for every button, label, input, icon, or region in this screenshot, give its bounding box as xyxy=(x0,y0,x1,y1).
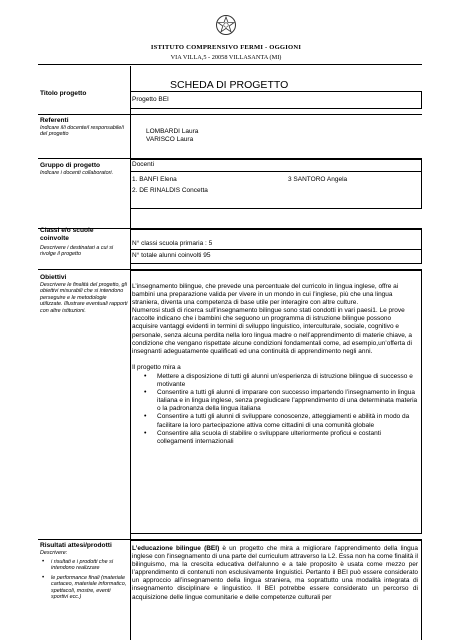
referente-2: VARISCO Laura xyxy=(146,136,194,143)
republic-emblem-icon xyxy=(215,14,237,36)
classi-desc: Descrivere i destinatari a cui si rivolge il progetto xyxy=(40,245,114,258)
obiettivi-bullet: • Consentire a tutti gli alunni di imparare con successo impartendo l’insegnamento in lingua italiana e in lingua inglese, senza pregiudicare l’apprendimento di una determinata materia o la padronanza della lingua italiana xyxy=(142,389,418,413)
obiettivi-label: Obiettivi xyxy=(40,274,67,281)
risultati-desc-item: • le performance finali (materiale cartaceo, materiale informatico, spettacoli, mostre, eventi sportivi ecc.) xyxy=(42,575,128,601)
classi-label: Classi e/o scuole coinvolte xyxy=(40,227,94,242)
header-rule xyxy=(38,64,422,65)
obiettivi-desc: Descrivere le finalità del progetto, gli obiettivi misurabili che si intendono perseguire e le metodologie utilizzate. Illustrare eventuali rapporti con altre istituzioni. xyxy=(40,282,128,314)
gruppo-member-1: 1. BANFI Elena xyxy=(132,176,177,183)
obiettivi-content xyxy=(132,283,418,446)
referenti-label: Referenti xyxy=(40,117,69,124)
risultati-desc-list xyxy=(42,559,128,600)
titolo-label: Titolo progetto xyxy=(40,90,87,97)
institute-address: VIA VILLA,5 - 20058 VILLASANTA (MI) xyxy=(170,54,282,61)
risultati-content xyxy=(132,545,418,602)
risultati-desc: Descrivere: xyxy=(40,550,68,556)
gruppo-header: Docenti xyxy=(132,161,155,168)
gruppo-member-3: 3 SANTORO Angela xyxy=(288,176,348,183)
obiettivi-bullet-list xyxy=(142,373,418,446)
obiettivi-bullet: • Consentire a tutti gli alunni di sviluppare conoscenze, atteggiamenti e abilità in modo da facilitare la loro partecipazione attiva come cittadini di una comunità globale xyxy=(142,413,418,429)
institute-name: ISTITUTO COMPRENSIVO FERMI - OGGIONI xyxy=(150,44,302,51)
referenti-desc: Indicare il/i docente/i responsabile/i del progetto xyxy=(40,125,124,138)
gruppo-row-rule xyxy=(130,171,422,172)
gruppo-desc: Indicare i docenti collaboratori. xyxy=(40,170,114,176)
sheet-title: SCHEDA DI PROGETTO xyxy=(170,79,289,91)
classi-row-rule xyxy=(130,249,422,250)
obiettivi-paragraph-2: Numerosi studi di ricerca sull’insegnamento bilingue sono stati condotti in vari paesi1. Le prove raccolte indicano che i bambini che seguono un programma di istruzione bilingue possono acquisire vantaggi evidenti in termini di sviluppo linguistico, interculturale, sociale, cognitivo e personale, senza alcuna perdita nella loro lingua madre o nell’apprendimento di materie chiave, a condizione che vengano rispettate alcune condizioni fondamentali come, ad esempio,un’offerta di insegnanti adeguatamente qualificati ed una continuità di apprendimento negli anni. xyxy=(132,307,413,355)
risultati-lead: L’educazione bilingue (BEI) xyxy=(132,545,220,552)
gruppo-label: Gruppo di progetto xyxy=(40,162,101,169)
classi-row-2: N° totale alunni coinvolti 95 xyxy=(132,252,211,259)
gruppo-member-2: 2. DE RINALDIS Concetta xyxy=(132,187,208,194)
section-rule xyxy=(38,114,422,115)
classi-row-1: N° classi scuola primaria : 5 xyxy=(132,240,213,247)
risultati-body: è un progetto che mira a migliorare l'apprendimento della lingua inglese con l'insegnamento di una parte del curriculum attraverso la L2. Essa non ha come finalità il bilinguismo, ma la crescita educativa dell'alunno e a tale proposito è usata come mezzo per l’apprendimento di contenuti non esclusivamente linguistici. Pertanto il BEI può essere considerato un approccio all’insegnamento della lingua straniera, ma soprattutto una modalità integrata di insegnamento disciplinare e linguistico. Il BEI potrebbe essere considerato un percorso di acquisizione delle lingue comunitarie e delle competenze culturali per xyxy=(132,545,418,601)
obiettivi-bullet: • Mettere a disposizione di tutti gli alunni un’esperienza di istruzione bilingue di successo e motivante xyxy=(142,373,418,389)
titolo-value: Progetto BEI xyxy=(130,91,422,109)
referente-1: LOMBARDI Laura xyxy=(146,128,199,135)
obiettivi-paragraph-1: L’insegnamento bilingue, che prevede una percentuale del curricolo in lingua inglese, offre ai bambini una preparazione valida per vivere in un mondo in cui l’inglese, più che una lingua straniera, diventa una competenza di base utile per interagire con altre culture. xyxy=(132,283,399,307)
risultati-desc-item: • i risultati e i prodotti che si intendono realizzare xyxy=(42,559,128,572)
risultati-label: Risultati attesi/prodotti xyxy=(40,542,112,549)
obiettivi-bullet: • Consentire alla scuola di stabilire o sviluppare ulteriormente proficui e costanti collegamenti internazionali xyxy=(142,430,418,446)
obiettivi-paragraph-3: Il progetto mira a xyxy=(132,363,181,371)
